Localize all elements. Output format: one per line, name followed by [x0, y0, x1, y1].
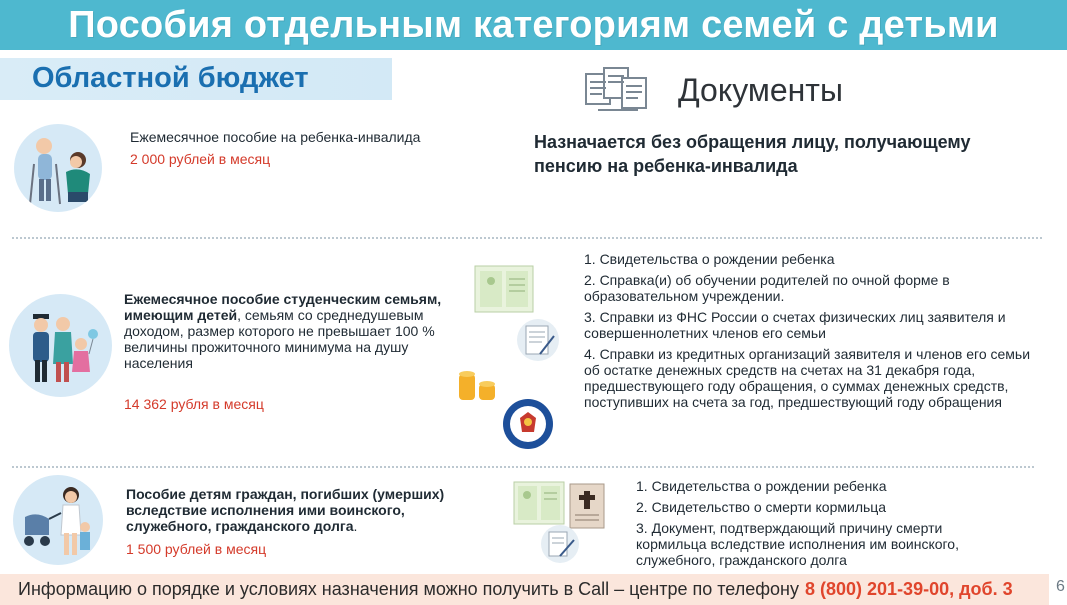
birth-certificate-thumbnail	[513, 481, 565, 525]
coins-icon	[457, 366, 501, 402]
benefit-1-statement: Назначается без обращения лицу, получающему пенсию на ребенка-инвалида	[534, 132, 971, 176]
benefit-3-amount: 1 500 рублей в месяц	[126, 541, 267, 557]
birth-certificate-thumbnail	[474, 265, 534, 313]
tax-service-emblem-icon	[502, 398, 554, 450]
benefit-1-amount: 2 000 рублей в месяц	[130, 151, 271, 167]
document-item: 3. Документ, подтверждающий причину смерти кормильца вследствие исполнения им воинского, служебного, гражданского долга	[636, 520, 959, 568]
document-item: 2. Справка(и) об обучении родителей по очной форме в образовательном учреждении.	[584, 272, 950, 304]
mother-stroller-illustration	[13, 475, 103, 565]
page-title: Пособия отдельным категориям семей с детьми	[68, 3, 999, 46]
budget-banner	[0, 58, 392, 100]
document-item: 1. Свидетельства о рождении ребенка	[584, 251, 835, 267]
document-confirmation-icon	[540, 524, 580, 564]
section-divider	[12, 237, 1042, 239]
phone-number[interactable]: 8 (800) 201-39-00, доб. 3	[805, 579, 1013, 599]
death-certificate-thumbnail	[569, 483, 605, 529]
documents-header	[584, 64, 843, 116]
document-item: 3. Справки из ФНС России о счетах физических лиц заявителя и совершеннолетних членов его семьи	[584, 309, 1006, 341]
documents-list-3	[636, 478, 1016, 573]
footer-text: Информацию о порядке и условиях назначения можно получить в Call – центре по телефону	[18, 579, 799, 599]
benefit-1-text: Ежемесячное пособие на ребенка-инвалида	[130, 129, 421, 145]
document-item: 1. Свидетельства о рождении ребенка	[636, 478, 887, 494]
benefit-3-text: Пособие детям граждан, погибших (умерших) вследствие исполнения ими воинского, служебного, гражданского долга.	[126, 486, 445, 534]
student-family-illustration	[9, 294, 112, 397]
documents-label: Документы	[678, 71, 843, 108]
benefit-2-amount: 14 362 рубля в месяц	[124, 396, 264, 412]
section-divider	[12, 466, 1034, 468]
budget-label: Областной бюджет	[32, 62, 309, 94]
documents-stack-icon	[584, 64, 648, 116]
disabled-child-illustration	[14, 124, 102, 212]
contact-footer	[0, 574, 1049, 605]
student-certificate-thumbnail	[516, 318, 560, 362]
page-number: 6	[1056, 578, 1065, 595]
document-item: 2. Свидетельство о смерти кормильца	[636, 499, 887, 515]
benefit-2-text: Ежемесячное пособие студенческим семьям, имеющим детей, семьям со среднедушевым доходом, размер которого не превышает 100 % величины прожиточного минимума на душу населения	[124, 291, 442, 371]
documents-list-2	[584, 251, 1034, 415]
document-item: 4. Справки из кредитных организаций заявителя и членов его семьи об остатке денежных средств на счетах на 31 декабря года, предшествующего году обращения, о суммах денежных средств, поступивших на счета за год, предшествующий году обращения	[584, 346, 1031, 410]
header-banner	[0, 0, 1067, 50]
